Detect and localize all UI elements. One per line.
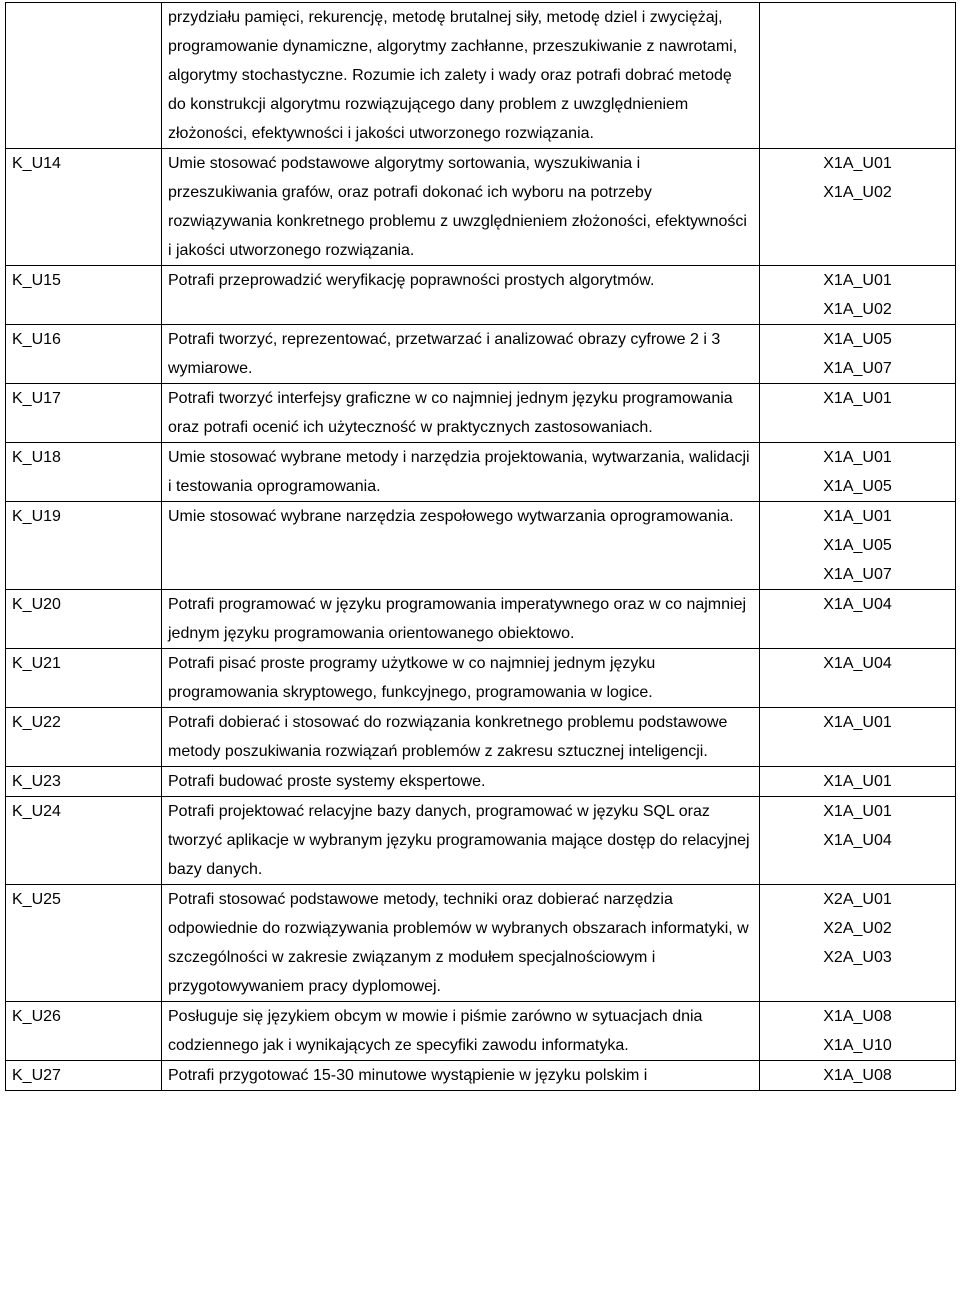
outcome-code: K_U16 xyxy=(6,325,162,384)
reference-code: X1A_U10 xyxy=(823,1037,892,1054)
outcome-description: Potrafi przygotować 15-30 minutowe wystąpienie w języku polskim i xyxy=(162,1061,760,1091)
outcome-code: K_U23 xyxy=(6,767,162,797)
reference-codes xyxy=(760,502,956,590)
reference-code: X1A_U05 xyxy=(823,478,892,495)
outcome-code: K_U24 xyxy=(6,797,162,885)
table-row xyxy=(6,384,956,443)
outcome-code: K_U19 xyxy=(6,502,162,590)
table-row xyxy=(6,767,956,797)
reference-code: X1A_U04 xyxy=(823,596,892,613)
outcome-description: Potrafi tworzyć, reprezentować, przetwarzać i analizować obrazy cyfrowe 2 i 3 wymiarowe. xyxy=(162,325,760,384)
reference-codes xyxy=(760,443,956,502)
table-row xyxy=(6,325,956,384)
reference-codes xyxy=(760,590,956,649)
outcome-description: Potrafi projektować relacyjne bazy danych, programować w języku SQL oraz tworzyć aplikacje w wybranym języku programowania mające dostęp do relacyjnej bazy danych. xyxy=(162,797,760,885)
reference-code: X1A_U07 xyxy=(823,566,892,583)
outcome-description: Umie stosować wybrane narzędzia zespołowego wytwarzania oprogramowania. xyxy=(162,502,760,590)
outcome-description: Umie stosować wybrane metody i narzędzia projektowania, wytwarzania, walidacji i testowania oprogramowania. xyxy=(162,443,760,502)
table-row xyxy=(6,1061,956,1091)
reference-code: X1A_U01 xyxy=(823,773,892,790)
reference-code: X1A_U01 xyxy=(823,508,892,525)
reference-code: X1A_U01 xyxy=(823,155,892,172)
reference-code: X2A_U02 xyxy=(823,920,892,937)
table-row xyxy=(6,149,956,266)
reference-code: X1A_U01 xyxy=(823,714,892,731)
reference-code: X1A_U01 xyxy=(823,272,892,289)
outcome-code: K_U17 xyxy=(6,384,162,443)
reference-codes xyxy=(760,708,956,767)
outcome-code: K_U18 xyxy=(6,443,162,502)
outcome-code: K_U14 xyxy=(6,149,162,266)
reference-codes xyxy=(760,266,956,325)
outcome-description: Potrafi stosować podstawowe metody, techniki oraz dobierać narzędzia odpowiednie do rozwiązywania problemów w wybranych obszarach informatyki, w szczególności w zakresie związanym z modułem specjalnościowym i przygotowywaniem pracy dyplomowej. xyxy=(162,885,760,1002)
reference-codes xyxy=(760,384,956,443)
reference-code: X1A_U02 xyxy=(823,301,892,318)
outcome-code: K_U25 xyxy=(6,885,162,1002)
table-row xyxy=(6,590,956,649)
outcome-code: K_U20 xyxy=(6,590,162,649)
outcome-description: Umie stosować podstawowe algorytmy sortowania, wyszukiwania i przeszukiwania grafów, oraz potrafi dokonać ich wyboru na potrzeby rozwiązywania konkretnego problemu z uwzględnieniem złożoności, efektywności i jakości utworzonego rozwiązania. xyxy=(162,149,760,266)
table-row xyxy=(6,443,956,502)
reference-codes xyxy=(760,325,956,384)
outcome-description: Posługuje się językiem obcym w mowie i piśmie zarówno w sytuacjach dnia codziennego jak i wynikających ze specyfiki zawodu informatyka. xyxy=(162,1002,760,1061)
reference-code: X1A_U05 xyxy=(823,537,892,554)
reference-codes xyxy=(760,149,956,266)
reference-codes xyxy=(760,885,956,1002)
reference-code: X1A_U05 xyxy=(823,331,892,348)
reference-codes xyxy=(760,767,956,797)
outcome-description: Potrafi budować proste systemy ekspertowe. xyxy=(162,767,760,797)
reference-code: X2A_U01 xyxy=(823,891,892,908)
outcome-code: K_U15 xyxy=(6,266,162,325)
reference-codes xyxy=(760,649,956,708)
outcome-code: K_U27 xyxy=(6,1061,162,1091)
outcome-description: Potrafi programować w języku programowania imperatywnego oraz w co najmniej jednym języku programowania orientowanego obiektowo. xyxy=(162,590,760,649)
reference-codes xyxy=(760,1061,956,1091)
reference-code: X1A_U01 xyxy=(823,803,892,820)
outcome-description: Potrafi dobierać i stosować do rozwiązania konkretnego problemu podstawowe metody poszukiwania rozwiązań problemów z zakresu sztucznej inteligencji. xyxy=(162,708,760,767)
table-row xyxy=(6,885,956,1002)
reference-code: X1A_U01 xyxy=(823,449,892,466)
reference-codes xyxy=(760,1002,956,1061)
reference-code: X1A_U04 xyxy=(823,655,892,672)
reference-code: X1A_U01 xyxy=(823,390,892,407)
outcome-description: przydziału pamięci, rekurencję, metodę brutalnej siły, metodę dziel i zwyciężaj, programowanie dynamiczne, algorytmy zachłanne, przeszukiwanie z nawrotami, algorytmy stochastyczne. Rozumie ich zalety i wady oraz potrafi dobrać metodę do konstrukcji algorytmu rozwiązującego dany problem z uwzględnieniem złożoności, efektywności i jakości utworzonego rozwiązania. xyxy=(162,3,760,149)
table-body xyxy=(6,3,956,1091)
outcome-code xyxy=(6,3,162,149)
outcome-code: K_U22 xyxy=(6,708,162,767)
table-row xyxy=(6,266,956,325)
table-row xyxy=(6,1002,956,1061)
reference-code: X1A_U04 xyxy=(823,832,892,849)
outcome-description: Potrafi pisać proste programy użytkowe w co najmniej jednym języku programowania skryptowego, funkcyjnego, programowania w logice. xyxy=(162,649,760,708)
outcome-code: K_U26 xyxy=(6,1002,162,1061)
table-row xyxy=(6,3,956,149)
outcome-code: K_U21 xyxy=(6,649,162,708)
reference-code: X2A_U03 xyxy=(823,949,892,966)
table-row xyxy=(6,502,956,590)
reference-codes xyxy=(760,3,956,149)
outcome-description: Potrafi przeprowadzić weryfikację poprawności prostych algorytmów. xyxy=(162,266,760,325)
reference-code: X1A_U07 xyxy=(823,360,892,377)
reference-code: X1A_U08 xyxy=(823,1008,892,1025)
reference-code: X1A_U08 xyxy=(823,1067,892,1084)
table-row xyxy=(6,649,956,708)
reference-code: X1A_U02 xyxy=(823,184,892,201)
reference-codes xyxy=(760,797,956,885)
learning-outcomes-table xyxy=(5,2,956,1091)
outcome-description: Potrafi tworzyć interfejsy graficzne w co najmniej jednym języku programowania oraz potrafi ocenić ich użyteczność w praktycznych zastosowaniach. xyxy=(162,384,760,443)
table-row xyxy=(6,797,956,885)
table-row xyxy=(6,708,956,767)
